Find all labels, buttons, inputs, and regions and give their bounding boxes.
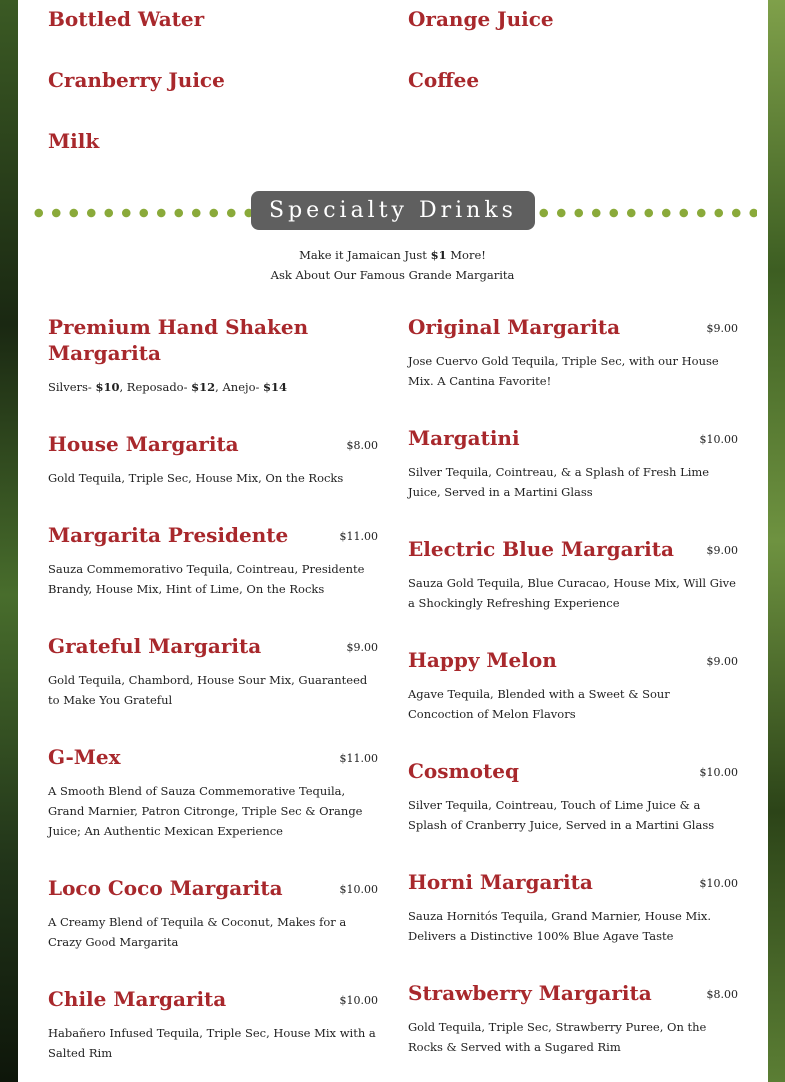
menu-item-name: Grateful Margarita — [48, 634, 262, 658]
menu-item-price: $11.00 — [339, 752, 378, 765]
menu-item-price: $9.00 — [706, 655, 738, 668]
menu-item-price: $8.00 — [346, 439, 378, 452]
menu-item-name: Chile Margarita — [48, 987, 227, 1011]
menu-item-description: Sauza Gold Tequila, Blue Curacao, House Mix, Will Give a Shockingly Refreshing Experience — [408, 576, 736, 610]
background-foliage-right — [768, 0, 785, 1082]
menu-item-name: Margatini — [408, 426, 520, 450]
menu-item-description: Sauza Commemorativo Tequila, Cointreau, Presidente Brandy, House Mix, Hint of Lime, On the Rocks — [48, 562, 365, 596]
menu-item-name: Bottled Water — [48, 7, 205, 31]
background-foliage-left — [0, 0, 18, 1082]
menu-item-description: A Creamy Blend of Tequila & Coconut, Makes for a Crazy Good Margarita — [48, 915, 347, 949]
menu-item-description: Silvers- $10, Reposado- $12, Anejo- $14 — [48, 380, 288, 394]
section-note-2: Ask About Our Famous Grande Margarita — [270, 268, 515, 282]
menu-item-price: $9.00 — [706, 544, 738, 557]
menu-item-price: $11.00 — [339, 530, 378, 543]
menu-item-name: House Margarita — [48, 432, 239, 456]
menu-item-description: Sauza Hornitós Tequila, Grand Marnier, House Mix. Delivers a Distinctive 100% Blue Agave Taste — [408, 909, 712, 943]
menu-item-name: Cranberry Juice — [48, 68, 225, 92]
menu-item-price: $10.00 — [339, 994, 378, 1007]
menu-item-price: $9.00 — [706, 322, 738, 335]
menu-item-price: $10.00 — [339, 883, 378, 896]
menu-item-price: $10.00 — [699, 877, 738, 890]
menu-item-name: Original Margarita — [408, 315, 621, 339]
menu-item-description: Agave Tequila, Blended with a Sweet & Sour Concoction of Melon Flavors — [408, 687, 670, 721]
dotted-divider-left — [30, 208, 252, 218]
menu-item-description: Jose Cuervo Gold Tequila, Triple Sec, with our House Mix. A Cantina Favorite! — [408, 354, 719, 388]
menu-item-name: Cosmoteq — [408, 759, 519, 783]
section-title: Specialty Drinks — [251, 191, 535, 230]
section-note-text: More! — [446, 248, 486, 262]
menu-item-name: Orange Juice — [408, 7, 554, 31]
menu-item-price: $9.00 — [346, 641, 378, 654]
menu-item-name: Happy Melon — [408, 648, 557, 672]
menu-item-description: Silver Tequila, Cointreau, Touch of Lime Juice & a Splash of Cranberry Juice, Served in a Martini Glass — [408, 798, 715, 832]
menu-item-name: Margarita Presidente — [48, 523, 289, 547]
menu-item-description: Gold Tequila, Triple Sec, House Mix, On the Rocks — [48, 471, 344, 485]
menu-item-name: Loco Coco Margarita — [48, 876, 283, 900]
menu-item-description: A Smooth Blend of Sauza Commemorative Tequila, Grand Marnier, Patron Citronge, Triple Sec & Orange Juice; An Authentic Mexican Experience — [48, 784, 363, 838]
section-note-price: $1 — [430, 248, 447, 262]
menu-item-description: Gold Tequila, Triple Sec, Strawberry Puree, On the Rocks & Served with a Sugared Rim — [408, 1020, 707, 1054]
menu-item-description: Habañero Infused Tequila, Triple Sec, House Mix with a Salted Rim — [48, 1026, 376, 1060]
menu-item-name: Coffee — [408, 68, 480, 92]
dotted-divider-right — [535, 208, 757, 218]
menu-item-price: $8.00 — [706, 988, 738, 1001]
menu-item-name: Premium Hand Shaken Margarita — [48, 315, 309, 365]
section-note — [150, 248, 635, 262]
menu-item-price: $10.00 — [699, 433, 738, 446]
menu-item-price: $10.00 — [699, 766, 738, 779]
menu-item-name: Strawberry Margarita — [408, 981, 652, 1005]
menu-item-name: G-Mex — [48, 745, 121, 769]
menu-item-name: Milk — [48, 129, 100, 153]
menu-item-description: Gold Tequila, Chambord, House Sour Mix, Guaranteed to Make You Grateful — [48, 673, 368, 707]
section-note-text: Make it Jamaican Just — [299, 248, 431, 262]
menu-item-name: Electric Blue Margarita — [408, 537, 674, 561]
menu-item-name: Horni Margarita — [408, 870, 593, 894]
menu-item-description: Silver Tequila, Cointreau, & a Splash of Fresh Lime Juice, Served in a Martini Glass — [408, 465, 710, 499]
